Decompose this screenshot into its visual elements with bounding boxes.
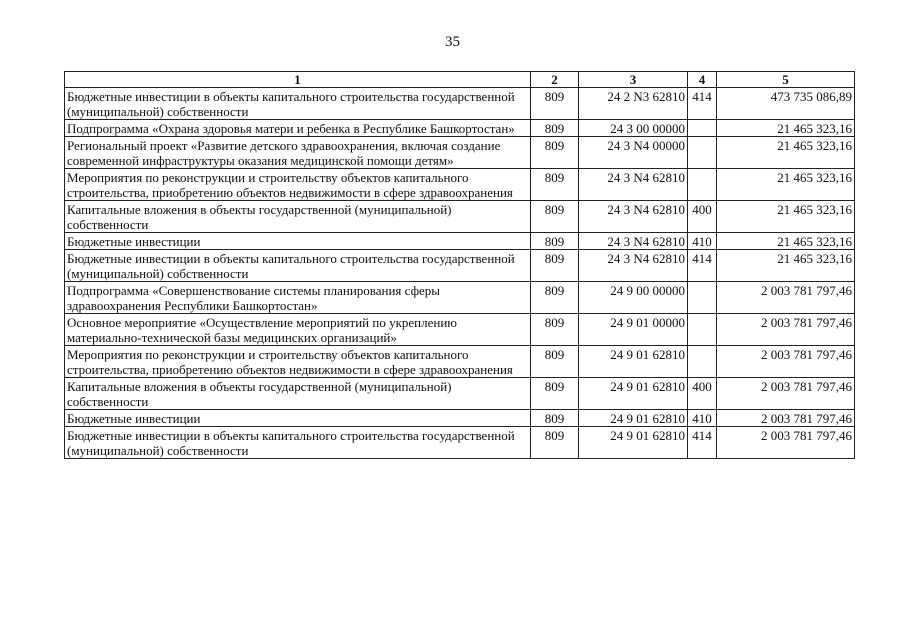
cell-expense-type: 410 [688,233,717,250]
cell-ved-code: 809 [531,201,579,233]
budget-table [64,71,855,459]
cell-expense-type: 400 [688,201,717,233]
cell-target-article: 24 3 N4 00000 [579,137,688,169]
cell-expense-type [688,314,717,346]
cell-target-article: 24 9 01 62810 [579,427,688,459]
cell-target-article: 24 9 01 62810 [579,378,688,410]
cell-ved-code: 809 [531,169,579,201]
cell-name: Региональный проект «Развитие детского здравоохранения, включая создание современной инфраструктуры оказания медицинской помощи детям» [65,137,531,169]
cell-name: Подпрограмма «Охрана здоровья матери и ребенка в Республике Башкортостан» [65,120,531,137]
cell-expense-type [688,346,717,378]
cell-expense-type [688,120,717,137]
cell-expense-type: 400 [688,378,717,410]
cell-expense-type [688,169,717,201]
cell-name: Подпрограмма «Совершенствование системы планирования сферы здравоохранения Республики Башкортостан» [65,282,531,314]
cell-expense-type: 414 [688,88,717,120]
cell-amount: 2 003 781 797,46 [717,410,855,427]
cell-name: Бюджетные инвестиции [65,233,531,250]
table-row [65,137,855,169]
table-row [65,346,855,378]
cell-ved-code: 809 [531,233,579,250]
cell-name: Мероприятия по реконструкции и строительству объектов капитального строительства, приобретению объектов недвижимости в сфере здравоохранения [65,169,531,201]
cell-ved-code: 809 [531,88,579,120]
table-row [65,88,855,120]
cell-amount: 2 003 781 797,46 [717,346,855,378]
cell-amount: 21 465 323,16 [717,201,855,233]
cell-name: Мероприятия по реконструкции и строительству объектов капитального строительства, приобретению объектов недвижимости в сфере здравоохранения [65,346,531,378]
cell-amount: 2 003 781 797,46 [717,314,855,346]
table-row [65,410,855,427]
cell-amount: 2 003 781 797,46 [717,427,855,459]
table-row [65,201,855,233]
table-row [65,378,855,410]
cell-ved-code: 809 [531,250,579,282]
cell-amount: 21 465 323,16 [717,233,855,250]
cell-amount: 21 465 323,16 [717,120,855,137]
header-col-4: 4 [688,72,717,88]
table-row [65,250,855,282]
cell-ved-code: 809 [531,427,579,459]
cell-amount: 2 003 781 797,46 [717,378,855,410]
page-number: 35 [445,34,460,50]
cell-ved-code: 809 [531,378,579,410]
header-col-2: 2 [531,72,579,88]
cell-expense-type: 414 [688,427,717,459]
cell-ved-code: 809 [531,314,579,346]
cell-expense-type [688,282,717,314]
cell-target-article: 24 3 N4 62810 [579,169,688,201]
cell-amount: 21 465 323,16 [717,137,855,169]
table-row [65,427,855,459]
cell-target-article: 24 3 00 00000 [579,120,688,137]
cell-target-article: 24 9 00 00000 [579,282,688,314]
header-col-5: 5 [717,72,855,88]
cell-target-article: 24 3 N4 62810 [579,250,688,282]
table-row [65,120,855,137]
cell-ved-code: 809 [531,137,579,169]
cell-amount: 21 465 323,16 [717,250,855,282]
cell-target-article: 24 3 N4 62810 [579,201,688,233]
table-row [65,169,855,201]
cell-amount: 2 003 781 797,46 [717,282,855,314]
cell-ved-code: 809 [531,282,579,314]
cell-target-article: 24 3 N4 62810 [579,233,688,250]
header-col-3: 3 [579,72,688,88]
table-header-row [65,72,855,88]
table-row [65,282,855,314]
cell-amount: 473 735 086,89 [717,88,855,120]
table-row [65,314,855,346]
cell-target-article: 24 9 01 62810 [579,410,688,427]
table-body [65,88,855,459]
cell-expense-type: 410 [688,410,717,427]
cell-name: Бюджетные инвестиции в объекты капитального строительства государственной (муниципальной) собственности [65,427,531,459]
cell-amount: 21 465 323,16 [717,169,855,201]
cell-ved-code: 809 [531,410,579,427]
cell-name: Бюджетные инвестиции в объекты капитального строительства государственной (муниципальной) собственности [65,250,531,282]
cell-name: Бюджетные инвестиции [65,410,531,427]
table-row [65,233,855,250]
header-col-1: 1 [65,72,531,88]
cell-name: Капитальные вложения в объекты государственной (муниципальной) собственности [65,201,531,233]
cell-name: Основное мероприятие «Осуществление мероприятий по укреплению материально-технической базы медицинских организаций» [65,314,531,346]
cell-ved-code: 809 [531,120,579,137]
cell-expense-type: 414 [688,250,717,282]
cell-target-article: 24 9 01 62810 [579,346,688,378]
cell-target-article: 24 9 01 00000 [579,314,688,346]
cell-ved-code: 809 [531,346,579,378]
cell-name: Бюджетные инвестиции в объекты капитального строительства государственной (муниципальной) собственности [65,88,531,120]
cell-expense-type [688,137,717,169]
cell-target-article: 24 2 N3 62810 [579,88,688,120]
cell-name: Капитальные вложения в объекты государственной (муниципальной) собственности [65,378,531,410]
